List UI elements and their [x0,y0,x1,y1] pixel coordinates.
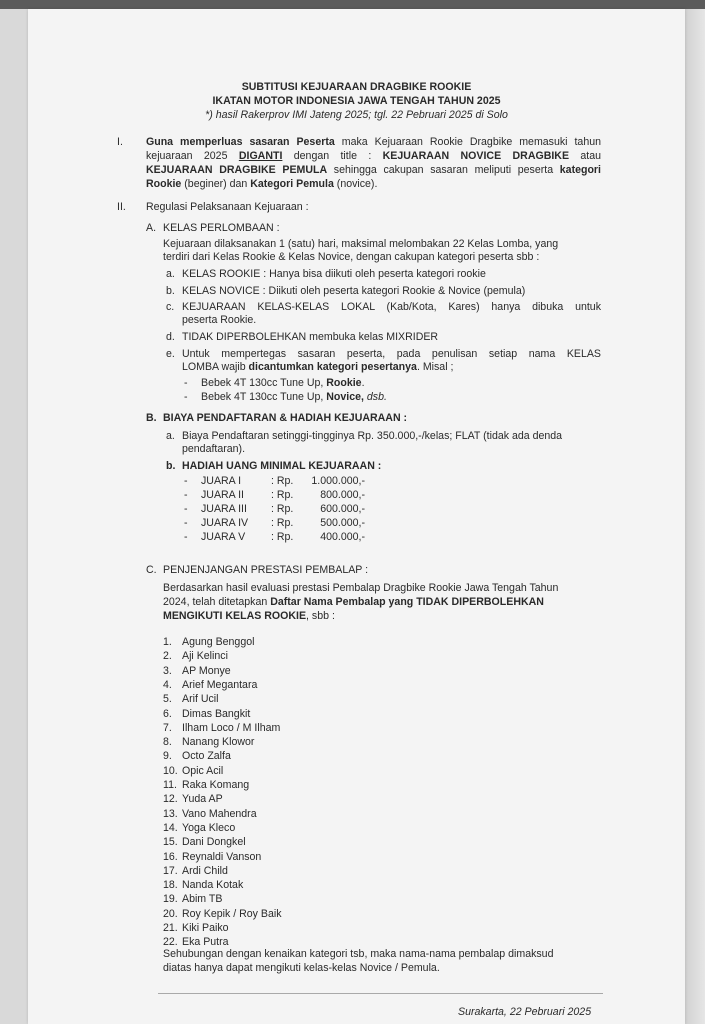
list-item-marker: b. [166,285,175,297]
example-bullet: - [184,377,188,389]
list-item: Dani Dongkel [182,836,246,848]
list-item-number: 6. [163,708,172,720]
list-item-number: 21. [163,922,178,934]
prize-title: HADIAH UANG MINIMAL KEJUARAAN : [182,460,382,472]
list-item-number: 17. [163,865,178,877]
list-item-line-2: LOMBA wajib dicantumkan kategori pesertanya. Misal ; [182,361,454,373]
list-item-marker: d. [166,331,175,343]
list-item-number: 15. [163,836,178,848]
list-item-number: 19. [163,893,178,905]
prize-rank: JUARA V [201,531,246,543]
list-item: Ardi Child [182,865,228,877]
list-item-number: 4. [163,679,172,691]
prize-currency: : Rp. [271,503,294,515]
right-shadow [683,9,705,1024]
list-item: Roy Kepik / Roy Baik [182,908,282,920]
section-1-line-3: KEJUARAAN DRAGBIKE PEMULA sehingga cakupan sasaran meliputi peserta kategori [146,164,601,176]
top-dark-bar [0,0,705,9]
list-item: Nanang Klowor [182,736,255,748]
list-item-number: 7. [163,722,172,734]
prize-amount: 800.000,- [320,489,365,501]
list-item-marker: a. [166,430,175,442]
place-and-date: Surakarta, 22 Pebruari 2025 [458,1006,592,1018]
list-item: Raka Komang [182,779,250,791]
subsection-b-label: B. [146,412,157,424]
prize-currency: : Rp. [271,517,294,529]
document-title: SUBTITUSI KEJUARAAN DRAGBIKE ROOKIE [241,81,472,93]
list-item-marker: e. [166,348,175,360]
closing-paragraph-line-1: Sehubungan dengan kenaikan kategori tsb, maka nama-nama pembalap dimaksud [163,948,554,960]
subsection-a-paragraph-line-1: Kejuaraan dilaksanakan 1 (satu) hari, maksimal melombakan 22 Kelas Lomba, yang [163,238,559,250]
list-item-number: 20. [163,908,178,920]
section-1-line-2: kejuaraan 2025 DIGANTI dengan title : KEJUARAAN NOVICE DRAGBIKE atau [146,150,602,162]
subsection-a-paragraph-line-2: terdiri dari Kelas Rookie & Kelas Novice, dengan cakupan kategori peserta sbb : [163,251,540,263]
list-item-number: 16. [163,851,178,863]
section-2-number: II. [117,201,126,213]
list-item: Arif Ucil [182,693,219,705]
list-item: KEJUARAAN KELAS-KELAS LOKAL (Kab/Kota, Kares) hanya dibuka untuk [182,301,601,313]
prize-amount: 600.000,- [320,503,365,515]
example-2: Bebek 4T 130cc Tune Up, Novice, dsb. [201,391,387,403]
list-item-marker: a. [166,268,175,280]
list-item-number: 10. [163,765,178,777]
list-item: Octo Zalfa [182,750,231,762]
section-1-line-4: Rookie (beginer) dan Kategori Pemula (novice). [146,178,378,190]
list-item-number: 2. [163,650,172,662]
section-1-number: I. [117,136,123,148]
prize-rank: JUARA III [201,503,247,515]
list-item-continuation: peserta Rookie. [182,314,257,326]
registration-fee-line-2: pendaftaran). [182,443,246,455]
prize-rank: JUARA IV [201,517,249,529]
list-item-number: 18. [163,879,178,891]
subsection-c-label: C. [146,564,157,576]
subsection-a-title: KELAS PERLOMBAAN : [163,222,280,234]
list-item-number: 14. [163,822,178,834]
list-item: Yoga Kleco [182,822,236,834]
section-2-title: Regulasi Pelaksanaan Kejuaraan : [146,201,309,213]
list-item-marker: c. [166,301,175,313]
list-item: Vano Mahendra [182,808,257,820]
list-item: AP Monye [182,665,231,677]
list-item: Ilham Loco / M Ilham [182,722,281,734]
document-note: *) hasil Rakerprov IMI Jateng 2025; tgl. 22 Pebruari 2025 di Solo [205,109,508,121]
list-item-number: 9. [163,750,172,762]
subsection-c-paragraph-line-1: Berdasarkan hasil evaluasi prestasi Pembalap Dragbike Rookie Jawa Tengah Tahun [163,582,559,594]
list-item-number: 13. [163,808,178,820]
document-page: SUBTITUSI KEJUARAAN DRAGBIKE ROOKIE IKATAN MOTOR INDONESIA JAWA TENGAH TAHUN 2025 *) hasil Rakerprov IMI Jateng 2025; tgl. 22 Pebruari 2025 di Solo I. Guna memperluas sasaran Peserta maka Kejuaraan Rookie Dragbike memasuki tahun kejuaraan 2025 DIGANTI dengan title : KEJUARAAN NOVICE DRAGBIKE atau KEJUARAAN DRAGBIKE PEMULA sehingga cakupan sasaran meliputi peserta kategori Rookie (beginer) dan Kategori Pemula (novice). II. Regulasi Pelaksanaan Kejuaraan : A. KELAS PERLOMBAAN : Kejuaraan dilaksanakan 1 (satu) hari, maksimal melombakan 22 Kelas Lomba, yang terdiri dari Kelas Rookie & Kelas Novice, dengan cakupan kategori peserta sbb : a. KELAS ROOKIE : Hanya bisa diikuti oleh peserta kategori rookie b. KELAS NOVICE : Diikuti oleh peserta kategori Rookie & Novice (pemula) c. KEJUARAAN KELAS-KELAS LOKAL (Kab/Kota, Kares) hanya dibuka untuk peserta Rookie. d. TIDAK DIPERBOLEHKAN membuka kelas MIXRIDER e. Untuk mempertegas sasaran peserta, pada penulisan setiap nama KELAS LOMBA wajib dicantumkan kategori pesertanya. Misal ; - Bebek 4T 130cc Tune Up, Rookie. - Bebek 4T 130cc Tune Up, Novice, dsb. B. BIAYA PENDAFTARAN & HADIAH KEJUARAAN : a. Biaya Pendaftaran setinggi-tingginya Rp. 350.000,-/kelas; FLAT (tidak ada denda pendaftaran). b. HADIAH UANG MINIMAL KEJUARAAN : - JUARA I : Rp. 1.000.000,- - JUARA II : Rp. 800.000,- - JUARA III : Rp. 600.000,- - JUARA IV : Rp. 500.000,- - JUARA V : Rp. 400.000,- C. PENJENJANGAN PRESTASI PEMBALAP : Berdasarkan hasil evaluasi prestasi Pembalap Dragbike Rookie Jawa Tengah Tahun 2024, telah ditetapkan Daftar Nama Pembalap yang TIDAK DIPERBOLEHKAN MENGIKUTI KELAS ROOKIE, sbb : 1. Agung Benggol 2. Aji Kelinci 3. AP Monye 4. Arief Megantara 5. Arif Ucil 6. Dimas Bangkit 7. Ilham Loco / M Ilham 8. Nanang Klowor 9. Octo Zalfa 10. Opic Acil 11. Raka Komang 12. Yuda AP 13. Vano Mahendra 14. Yoga Kleco 15. Dani Dongkel 16. Reynaldi Vanson 17. Ardi Child 18. Nanda Kotak 19. Abim TB 20. Roy Kepik / Roy Baik 21. Kiki Paiko 22. Eka Putra Sehubungan dengan kenaikan kategori tsb, maka nama-nama pembalap dimaksud diatas hanya dapat mengikuti kelas-kelas Novice / Pemula. Surakarta, 22 Pebruari 2025 [28,9,685,1024]
prize-rank: JUARA II [201,489,244,501]
list-item: Yuda AP [182,793,223,805]
list-item: Arief Megantara [182,679,258,691]
list-item-number: 1. [163,636,172,648]
list-item: Opic Acil [182,765,224,777]
list-item-number: 5. [163,693,172,705]
subsection-b-title: BIAYA PENDAFTARAN & HADIAH KEJUARAAN : [163,412,408,424]
list-item: Dimas Bangkit [182,708,251,720]
subsection-c-paragraph-line-2: 2024, telah ditetapkan Daftar Nama Pembalap yang TIDAK DIPERBOLEHKAN [163,596,544,608]
example-1: Bebek 4T 130cc Tune Up, Rookie. [201,377,365,389]
list-item: Untuk mempertegas sasaran peserta, pada penulisan setiap nama KELAS [182,348,601,360]
registration-fee-line-1: Biaya Pendaftaran setinggi-tingginya Rp. 350.000,-/kelas; FLAT (tidak ada denda [182,430,563,442]
subsection-c-paragraph-line-3: MENGIKUTI KELAS ROOKIE, sbb : [163,610,335,622]
list-item-number: 11. [163,779,177,791]
section-1-line-1: Guna memperluas sasaran Peserta maka Kejuaraan Rookie Dragbike memasuki tahun [146,136,601,148]
list-item-number: 12. [163,793,178,805]
subsection-c-title: PENJENJANGAN PRESTASI PEMBALAP : [163,564,369,576]
prize-rank: JUARA I [201,475,242,487]
list-item: Abim TB [182,893,223,905]
prize-currency: : Rp. [271,489,294,501]
list-item: Eka Putra [182,936,229,948]
prize-currency: : Rp. [271,475,294,487]
prize-currency: : Rp. [271,531,294,543]
list-item-number: 8. [163,736,172,748]
list-item: Aji Kelinci [182,650,228,662]
prize-amount: 400.000,- [320,531,365,543]
list-item: KELAS ROOKIE : Hanya bisa diikuti oleh peserta kategori rookie [182,268,486,280]
list-item-marker: b. [166,460,176,472]
list-item: Nanda Kotak [182,879,244,891]
list-item-number: 22. [163,936,178,948]
list-item: Agung Benggol [182,636,255,648]
closing-paragraph-line-2: diatas hanya dapat mengikuti kelas-kelas Novice / Pemula. [163,962,440,974]
prize-amount: 1.000.000,- [311,475,365,487]
document-subtitle: IKATAN MOTOR INDONESIA JAWA TENGAH TAHUN 2025 [212,95,501,107]
list-item: Kiki Paiko [182,922,229,934]
list-item: KELAS NOVICE : Diikuti oleh peserta kategori Rookie & Novice (pemula) [182,285,526,297]
list-item: Reynaldi Vanson [182,851,262,863]
list-item: TIDAK DIPERBOLEHKAN membuka kelas MIXRIDER [182,331,439,343]
list-item-number: 3. [163,665,172,677]
example-bullet: - [184,391,188,403]
prize-amount: 500.000,- [320,517,365,529]
signature-divider [158,993,603,994]
subsection-a-label: A. [146,222,157,234]
